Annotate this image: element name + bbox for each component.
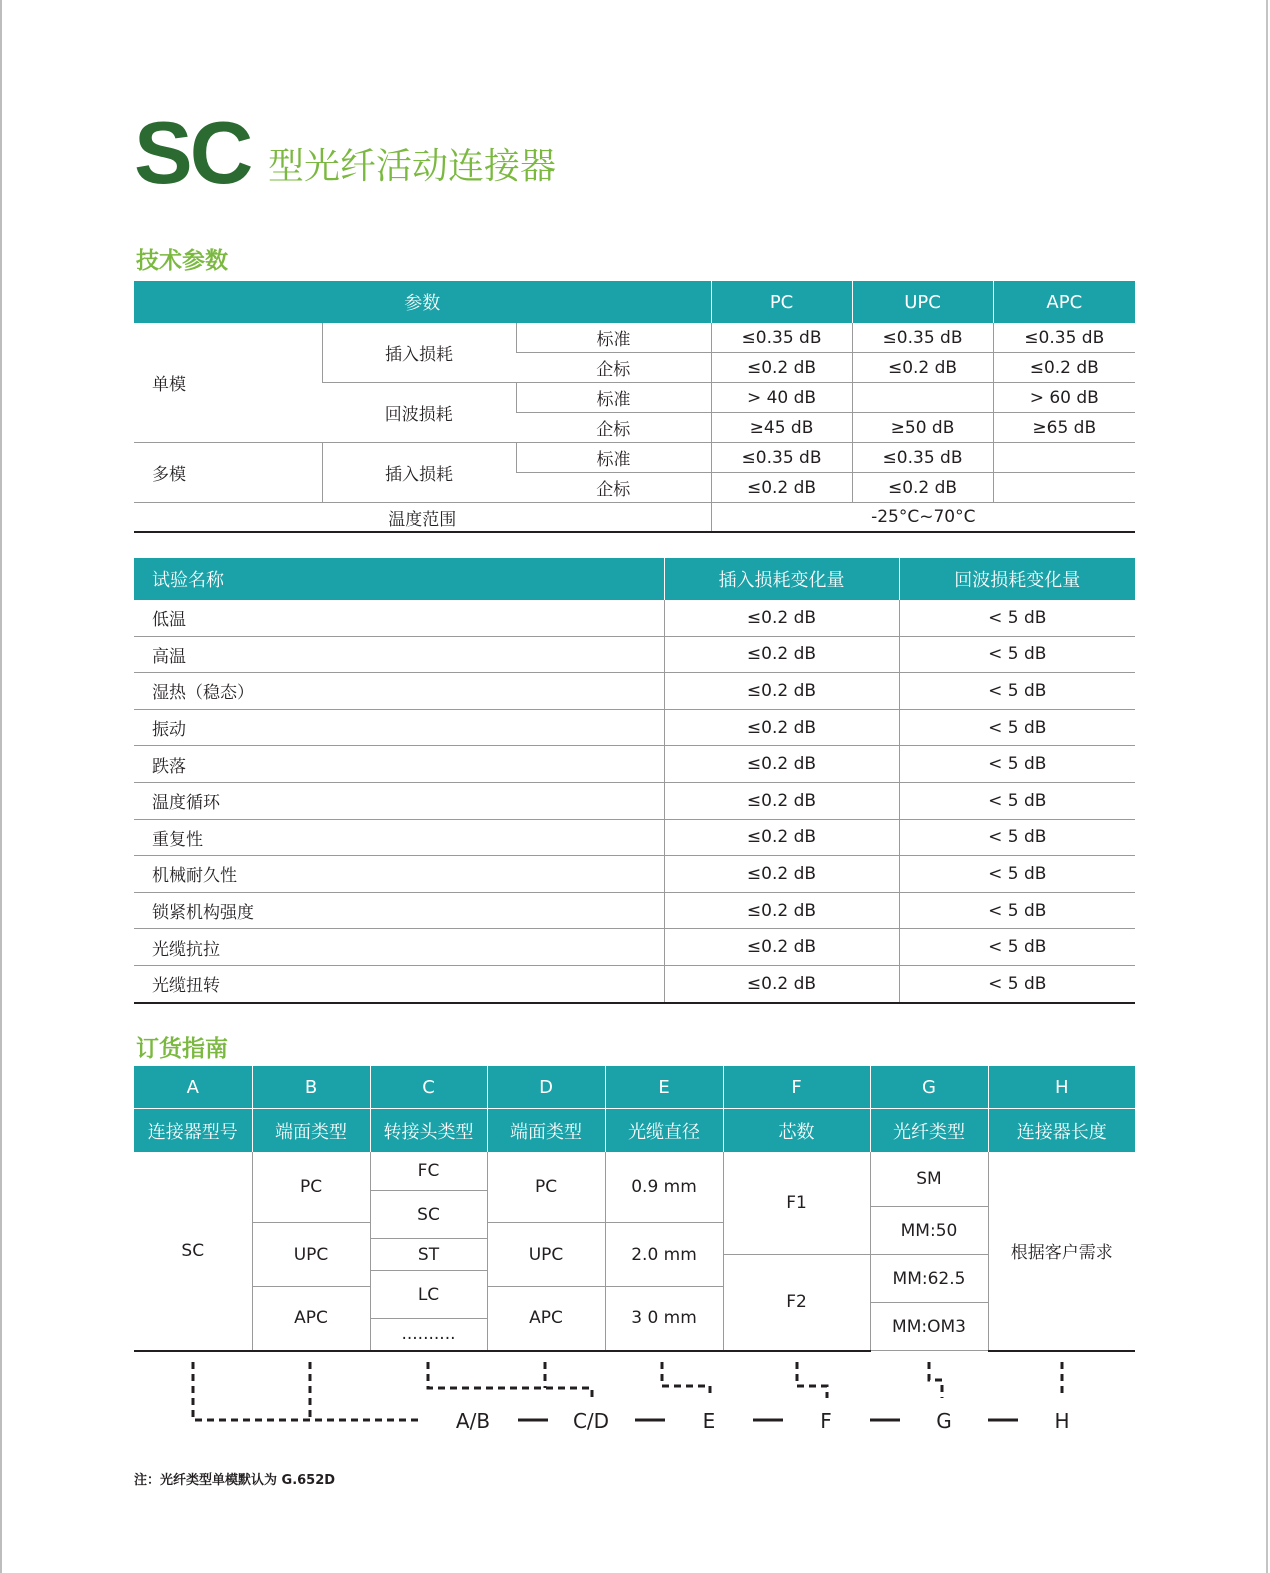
- item-cell: 插入损耗: [322, 323, 516, 383]
- connector-a-line: [193, 1362, 418, 1420]
- connector-e-line: [662, 1362, 710, 1398]
- title-text: 型光纤活动连接器: [268, 146, 557, 187]
- upc-cell: [852, 383, 993, 413]
- apc-cell: [993, 443, 1135, 473]
- order-field-name: 端面类型: [252, 1109, 370, 1153]
- fiber-type-option: MM:62.5: [870, 1255, 988, 1303]
- apc-cell: ≤0.2 dB: [993, 353, 1135, 383]
- apc-cell: ≤0.35 dB: [993, 323, 1135, 353]
- il-value: ≤0.2 dB: [664, 709, 899, 746]
- connector-c-line: [428, 1362, 592, 1400]
- test-name: 高温: [134, 636, 664, 673]
- section-heading-tech: 技术参数: [136, 248, 228, 274]
- code-label-cd: C/D: [572, 1409, 610, 1433]
- order-field-name: 连接器型号: [134, 1109, 252, 1153]
- upc-cell: ≤0.2 dB: [852, 473, 993, 503]
- endface-option: PC: [487, 1152, 605, 1223]
- order-letter: F: [723, 1066, 870, 1109]
- fiber-type-option: MM:50: [870, 1207, 988, 1255]
- test-name: 锁紧机构强度: [134, 892, 664, 929]
- endface-option: UPC: [487, 1223, 605, 1287]
- rl-value: < 5 dB: [899, 856, 1135, 893]
- connector-model: SC: [134, 1152, 252, 1351]
- order-letter: E: [605, 1066, 723, 1109]
- rl-value: < 5 dB: [899, 929, 1135, 966]
- adapter-option: SC: [370, 1191, 487, 1239]
- header-param: 参数: [134, 281, 711, 323]
- test-name: 光缆扭转: [134, 965, 664, 1002]
- section-heading-order: 订货指南: [136, 1036, 228, 1062]
- test-name: 湿热（稳态）: [134, 673, 664, 710]
- core-count-option: F2: [723, 1255, 870, 1351]
- order-field-name: 转接头类型: [370, 1109, 487, 1153]
- endface-option: APC: [252, 1287, 370, 1351]
- pc-cell: > 40 dB: [711, 383, 852, 413]
- item-cell: 回波损耗: [322, 383, 516, 443]
- adapter-option: FC: [370, 1152, 487, 1191]
- cable-diameter-option: 2.0 mm: [605, 1223, 723, 1287]
- order-letter: D: [487, 1066, 605, 1109]
- test-name: 温度循环: [134, 782, 664, 819]
- header-test-name: 试验名称: [134, 558, 664, 600]
- title-code: SC: [134, 103, 251, 202]
- il-value: ≤0.2 dB: [664, 673, 899, 710]
- rl-value: < 5 dB: [899, 782, 1135, 819]
- order-letter: G: [870, 1066, 988, 1109]
- temp-value: -25°C~70°C: [711, 503, 1135, 533]
- upc-cell: ≤0.2 dB: [852, 353, 993, 383]
- std-cell: 标准: [516, 323, 711, 353]
- rl-value: < 5 dB: [899, 600, 1135, 636]
- order-field-name: 光缆直径: [605, 1109, 723, 1153]
- order-field-name: 光纤类型: [870, 1109, 988, 1153]
- connector-g-line: [929, 1362, 942, 1398]
- header-pc: PC: [711, 281, 852, 323]
- rl-value: < 5 dB: [899, 965, 1135, 1002]
- rl-value: < 5 dB: [899, 746, 1135, 783]
- code-label-f: F: [820, 1409, 832, 1433]
- il-value: ≤0.2 dB: [664, 746, 899, 783]
- mode-cell: 单模: [134, 323, 322, 443]
- connector-length: 根据客户需求: [988, 1152, 1135, 1351]
- upc-cell: ≤0.35 dB: [852, 443, 993, 473]
- pc-cell: ≥45 dB: [711, 413, 852, 443]
- rl-value: < 5 dB: [899, 636, 1135, 673]
- code-label-h: H: [1054, 1409, 1070, 1433]
- upc-cell: ≥50 dB: [852, 413, 993, 443]
- rl-value: < 5 dB: [899, 673, 1135, 710]
- pc-cell: ≤0.2 dB: [711, 473, 852, 503]
- rl-value: < 5 dB: [899, 819, 1135, 856]
- endface-option: UPC: [252, 1223, 370, 1287]
- order-letter: H: [988, 1066, 1135, 1109]
- fiber-type-option: SM: [870, 1152, 988, 1207]
- connector-f-line: [797, 1362, 827, 1398]
- endface-option: PC: [252, 1152, 370, 1223]
- std-cell: 企标: [516, 413, 711, 443]
- code-label-g: G: [936, 1409, 952, 1433]
- code-label-e: E: [702, 1409, 716, 1433]
- test-name: 光缆抗拉: [134, 929, 664, 966]
- std-cell: 企标: [516, 473, 711, 503]
- header-il-change: 插入损耗变化量: [664, 558, 899, 600]
- test-name: 重复性: [134, 819, 664, 856]
- order-field-name: 连接器长度: [988, 1109, 1135, 1153]
- order-table: [134, 1066, 1135, 1352]
- il-value: ≤0.2 dB: [664, 965, 899, 1002]
- pc-cell: ≤0.35 dB: [711, 323, 852, 353]
- spec-table: [134, 281, 1135, 533]
- il-value: ≤0.2 dB: [664, 929, 899, 966]
- order-letter: C: [370, 1066, 487, 1109]
- order-field-name: 芯数: [723, 1109, 870, 1153]
- code-label-ab: A/B: [455, 1409, 491, 1433]
- core-count-option: F1: [723, 1152, 870, 1255]
- fiber-type-option: MM:OM3: [870, 1303, 988, 1351]
- adapter-option: ST: [370, 1239, 487, 1271]
- il-value: ≤0.2 dB: [664, 856, 899, 893]
- test-name: 跌落: [134, 746, 664, 783]
- test-name: 机械耐久性: [134, 856, 664, 893]
- order-letter: B: [252, 1066, 370, 1109]
- test-table: [134, 558, 1135, 1004]
- adapter-option: LC: [370, 1271, 487, 1319]
- il-value: ≤0.2 dB: [664, 819, 899, 856]
- item-cell: 插入损耗: [322, 443, 516, 503]
- apc-cell: [993, 473, 1135, 503]
- cable-diameter-option: 3 0 mm: [605, 1287, 723, 1351]
- order-letter: A: [134, 1066, 252, 1109]
- adapter-option: ..........: [370, 1319, 487, 1351]
- order-field-name: 端面类型: [487, 1109, 605, 1153]
- footnote: 注：光纤类型单模默认为 G.652D: [134, 1473, 336, 1488]
- il-value: ≤0.2 dB: [664, 600, 899, 636]
- cable-diameter-option: 0.9 mm: [605, 1152, 723, 1223]
- pc-cell: ≤0.2 dB: [711, 353, 852, 383]
- mode-cell: 多模: [134, 443, 322, 503]
- il-value: ≤0.2 dB: [664, 892, 899, 929]
- test-name: 振动: [134, 709, 664, 746]
- header-upc: UPC: [852, 281, 993, 323]
- page-border-right: [1266, 0, 1268, 1573]
- page-border-left: [0, 0, 2, 1573]
- pc-cell: ≤0.35 dB: [711, 443, 852, 473]
- std-cell: 企标: [516, 353, 711, 383]
- apc-cell: > 60 dB: [993, 383, 1135, 413]
- std-cell: 标准: [516, 383, 711, 413]
- rl-value: < 5 dB: [899, 709, 1135, 746]
- header-rl-change: 回波损耗变化量: [899, 558, 1135, 600]
- temp-label: 温度范围: [134, 503, 711, 533]
- il-value: ≤0.2 dB: [664, 782, 899, 819]
- apc-cell: ≥65 dB: [993, 413, 1135, 443]
- upc-cell: ≤0.35 dB: [852, 323, 993, 353]
- endface-option: APC: [487, 1287, 605, 1351]
- order-code-diagram: [0, 1350, 1270, 1450]
- std-cell: 标准: [516, 443, 711, 473]
- il-value: ≤0.2 dB: [664, 636, 899, 673]
- rl-value: < 5 dB: [899, 892, 1135, 929]
- test-name: 低温: [134, 600, 664, 636]
- header-apc: APC: [993, 281, 1135, 323]
